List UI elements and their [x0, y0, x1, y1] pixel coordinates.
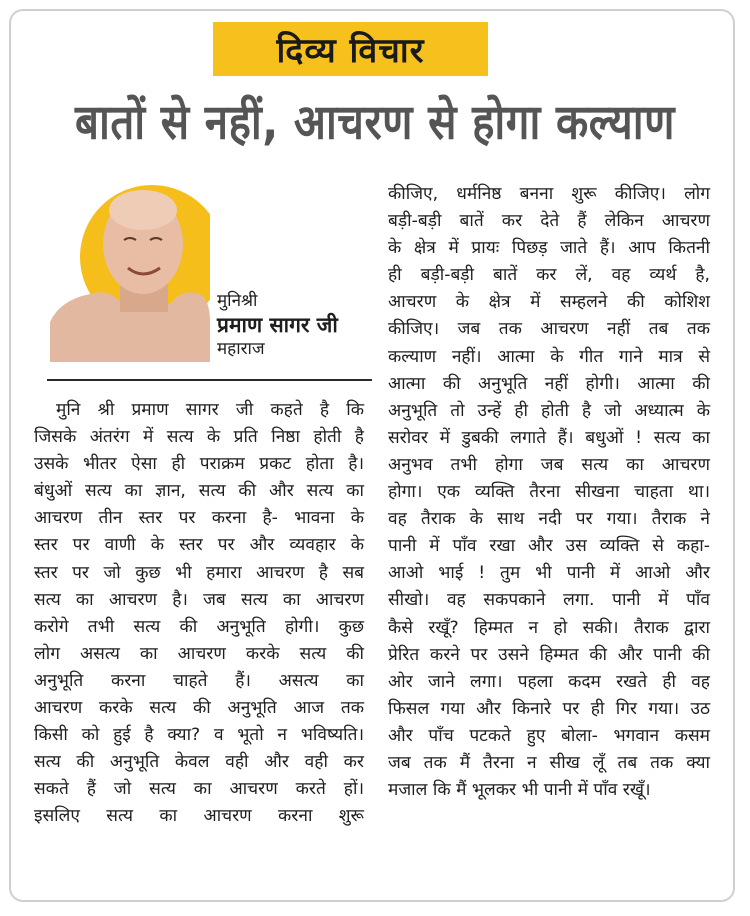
portrait-forehead [109, 190, 177, 230]
text-line: जब तक मैं तैरना न सीख लूँ तब तक क्या [388, 752, 710, 773]
text-line: फिसल गया और किनारे पर ही गिर गया। उठ [388, 698, 710, 719]
text-line: और पाँच पटकते हुए बोला- भगवान कसम [388, 725, 710, 746]
section-banner: दिव्य विचार [213, 22, 488, 76]
text-line: सीखो। वह सकपकाने लगा. पानी में पाँव [388, 590, 710, 611]
text-line: उसके भीतर ऐसा ही पराक्रम प्रकट होता है। [34, 454, 364, 475]
text-line: पानी में पाँव रखा और उस व्यक्ति से कहा- [388, 536, 710, 557]
divider [47, 379, 372, 381]
text-line: मुनि श्री प्रमाण सागर जी कहते है कि [56, 400, 364, 420]
author-byline [217, 291, 338, 360]
text-line: आत्मा की अनुभूति नहीं होगी। आत्मा की [388, 373, 710, 394]
text-line: कैसे रखूँ? हिम्मत न हो सकी। तैराक द्वारा [388, 617, 710, 638]
text-line: मजाल कि मैं भूलकर भी पानी में पाँव रखूँ। [388, 780, 651, 801]
text-line: किसी को हुई है क्या? व भूतो न भविष्यति। [34, 725, 364, 746]
author-suffix: महाराज [217, 338, 265, 359]
text-line: सत्य की अनुभूति केवल वही और वही कर [34, 752, 364, 773]
author-prefix: मुनिश्री [217, 291, 258, 311]
text-line: लोग असत्य का आचरण करके सत्य की [34, 643, 364, 664]
text-line: होगा। एक व्यक्ति तैरना सीखना चाहता था। [388, 482, 710, 503]
text-line: आचरण के क्षेत्र में सम्हलने की कोशिश [388, 292, 710, 313]
text-line: जिसके अंतरंग में सत्य के प्रति निष्ठा होती है [34, 427, 364, 448]
text-line: प्रेरित करने पर उसने हिम्मत की और पानी की [388, 644, 710, 665]
author-name: प्रमाण सागर जी [217, 313, 338, 338]
left-column [34, 397, 364, 831]
text-line: आओ भाई ! तुम भी पानी में आओ और [388, 563, 710, 584]
text-line: सकते हैं जो सत्य का आचरण करते हों। [34, 779, 364, 800]
text-line: ओर जाने लगा। पहला कदम रखते ही वह [388, 671, 710, 692]
text-line: कल्याण नहीं। आत्मा के गीत गाने मात्र से [388, 346, 710, 367]
text-line: बड़ी-बड़ी बातें कर देते हैं लेकिन आचरण [388, 211, 710, 232]
text-line: सत्य का आचरण है। जब सत्य का आचरण [34, 589, 364, 610]
right-column [388, 181, 710, 804]
text-line: अनुभूति तो उन्हें ही होती है जो अध्यात्म के [388, 400, 710, 421]
text-line: वह तैराक के साथ नदी पर गया। तैराक ने [388, 509, 710, 530]
text-line: इसलिए सत्य का आचरण करना शुरू [34, 806, 364, 827]
text-line: सरोवर में डुबकी लगाते हैं। बधुओं ! सत्य का [388, 427, 710, 448]
text-line: ही बड़ी-बड़ी बातें कर लें, वह व्यर्थ है, [388, 265, 710, 286]
text-line: बंधुओं सत्य का ज्ञान, सत्य की और सत्य का [34, 481, 364, 502]
text-line: के क्षेत्र में प्रायः पिछड़ जाते हैं। आप कितनी [388, 238, 710, 259]
text-line: आचरण करके सत्य की अनुभूति आज तक [34, 698, 364, 719]
text-line: करोगे तभी सत्य की अनुभूति होगी। कुछ [34, 616, 364, 637]
text-line: कीजिए, धर्मनिष्ठ बनना शुरू कीजिए। लोग [388, 184, 710, 204]
text-line: अनुभूति करना चाहते हैं। असत्य का [34, 670, 364, 691]
text-line: आचरण तीन स्तर पर करना है- भावना के [34, 508, 364, 529]
headline: बातों से नहीं, आचरण से होगा कल्याण [74, 93, 676, 150]
text-line: कीजिए। जब तक आचरण नहीं तब तक [388, 319, 710, 340]
text-line: स्तर पर जो कुछ भी हमारा आचरण है सब [34, 562, 364, 583]
text-line: अनुभव तभी होगा जब सत्य का आचरण [388, 454, 710, 475]
text-line: स्तर पर वाणी के स्तर पर और व्यवहार के [34, 535, 364, 556]
author-portrait [50, 182, 210, 362]
